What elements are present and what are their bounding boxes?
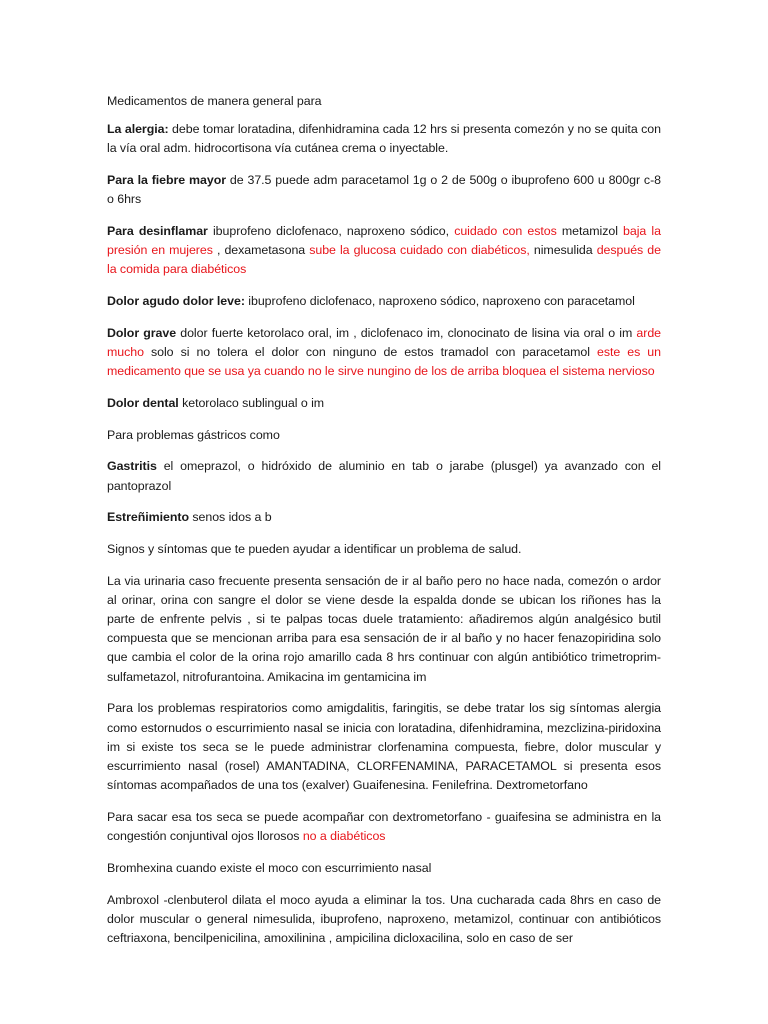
document-body — [107, 92, 661, 948]
paragraph — [107, 394, 661, 413]
body-text: dolor fuerte ketorolaco oral, im , diclofenaco im, clonocinato de lisina via oral o im — [176, 325, 637, 340]
body-text: debe tomar loratadina, difenhidramina cada 12 hrs si presenta comezón y no se quita con la vía oral adm. hidrocortisona vía cutánea crema o inyectable. — [107, 122, 661, 156]
bold-heading-text: Para desinflamar — [107, 224, 208, 239]
bold-heading-text: Para la fiebre mayor — [107, 173, 226, 188]
highlighted-warning-text: arde mucho — [107, 325, 662, 360]
body-text: senos idos a b — [188, 510, 272, 525]
body-text: Medicamentos de manera general para — [107, 94, 322, 108]
paragraph — [107, 457, 661, 495]
body-text: de 37.5 puede adm paracetamol 1g o 2 de 500g o ibuprofeno 600 u 800gr c-8 o 6hrs — [107, 173, 661, 207]
body-text: Signos y síntomas que te pueden ayudar a identificar un problema de salud. — [107, 541, 522, 556]
body-text: Bromhexina cuando existe el moco con escurrimiento nasal — [107, 860, 432, 875]
body-text: , dexametasona — [212, 243, 310, 258]
bold-heading-text: Estreñimiento — [107, 510, 189, 525]
body-text: nimesulida — [529, 243, 597, 258]
body-text: Para los problemas respiratorios como amigdalitis, faringitis, se debe tratar los sig síntomas alergia como estornudos o escurrimiento nasal se inicia con loratadina, difenhidramina, mezclizina-piridoxina im si existe tos seca se le puede administrar clorfenamina compuesta, fiebre, dolor muscular y escurrimiento nasal (rosel) AMANTADINA, CLORFENAMINA, PARACETAMOL si presenta esos síntomas acompañados de una tos (exalver) Guaifenesina. Fenilefrina. Dextrometorfano — [107, 701, 661, 793]
paragraph — [107, 292, 661, 311]
body-text: solo si no tolera el dolor con ninguno de estos tramadol con paracetamol — [143, 345, 598, 360]
paragraph — [107, 120, 661, 158]
paragraph — [107, 508, 661, 527]
body-text: ibuprofeno diclofenaco, naproxeno sódico, — [207, 224, 455, 239]
paragraph — [107, 426, 661, 445]
body-text: La via urinaria caso frecuente presenta sensación de ir al baño pero no hace nada, comezón o ardor al orinar, orina con sangre el dolor se viene desde la espalda donde se ubican los riñones has la parte de enfrente pelvis , si te palpas tocas duele tratamiento: añadiremos algún analgésico butil compuesta que se mencionan arriba para esa sensación de ir al baño y no hacer fenazopiridina solo que cambia el color de la orina rojo amarillo cada 8 hrs continuar con algún antibiótico trimetroprim-sulfametazol, nitrofurantoina. Amikacina im gentamicina im — [107, 573, 661, 684]
body-text: ketorolaco sublingual o im — [178, 395, 325, 410]
highlighted-warning-text: sube la glucosa cuidado con diabéticos, — [309, 243, 530, 258]
paragraph — [107, 808, 661, 846]
paragraph — [107, 891, 661, 949]
bold-heading-text: Dolor dental — [107, 395, 179, 410]
body-text: ibuprofeno diclofenaco, naproxeno sódico, naproxeno con paracetamol — [244, 294, 635, 309]
highlighted-warning-text: este es un medicamento que se usa ya cuando no le sirve nungino de los de arriba bloquea el sistema nervioso — [107, 345, 661, 379]
highlighted-warning-text: cuidado con estos — [454, 224, 557, 239]
paragraph — [107, 92, 661, 111]
body-text: Para sacar esa tos seca se puede acompañar con dextrometorfano - guaifesina se administra en la congestión conjuntival ojos llorosos — [107, 809, 661, 844]
paragraph — [107, 540, 661, 559]
paragraph — [107, 222, 661, 280]
paragraph — [107, 171, 661, 209]
bold-heading-text: Dolor grave — [107, 325, 177, 340]
bold-heading-text: Gastritis — [107, 459, 157, 474]
bold-heading-text: La alergia: — [107, 122, 169, 137]
highlighted-warning-text: no a diabéticos — [302, 829, 386, 844]
paragraph — [107, 699, 661, 795]
highlighted-warning-text: después de la comida para diabéticos — [107, 243, 661, 277]
body-text: metamizol — [556, 224, 624, 239]
body-text: Para problemas gástricos como — [107, 427, 280, 442]
paragraph — [107, 572, 661, 687]
bold-heading-text: Dolor agudo dolor leve: — [107, 294, 245, 309]
paragraph — [107, 324, 661, 382]
highlighted-warning-text: baja la presión en mujeres — [107, 224, 661, 258]
body-text: Ambroxol -clenbuterol dilata el moco ayuda a eliminar la tos. Una cucharada cada 8hrs en caso de dolor muscular o general nimesulida, ibuprofeno, naproxeno, metamizol, continuar con antibióticos ceftriaxona, bencilpenicilina, amoxilinina , ampicilina dicloxacilina, solo en caso de ser — [107, 892, 661, 945]
body-text: el omeprazol, o hidróxido de aluminio en tab o jarabe (plusgel) ya avanzado con el pantoprazol — [107, 459, 661, 493]
paragraph — [107, 859, 661, 878]
